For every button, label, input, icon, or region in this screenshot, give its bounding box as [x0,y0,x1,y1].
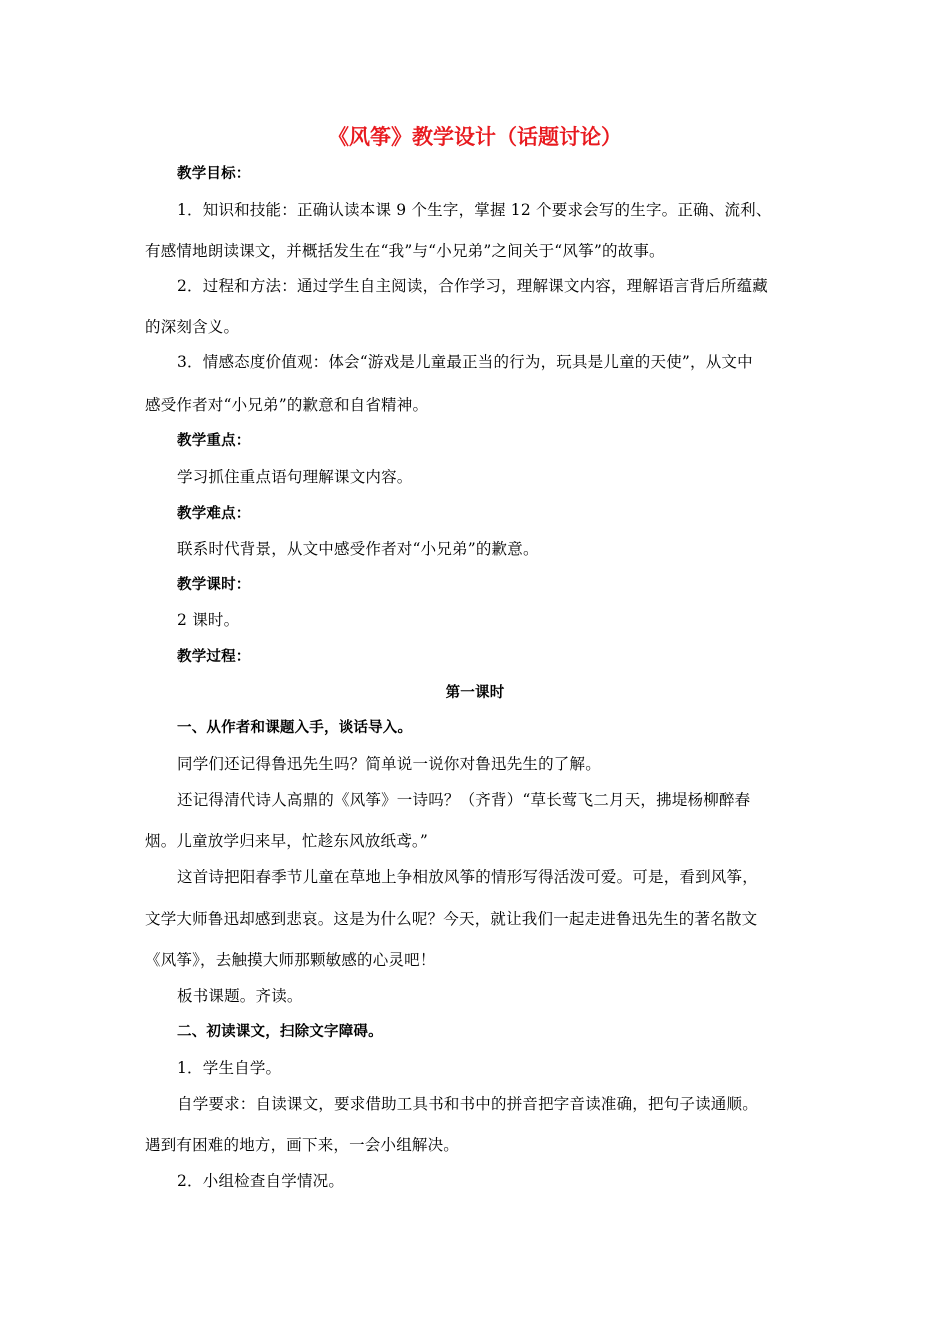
objective-2-line-2: 的深刻含义。 [145,318,240,336]
section-1-paragraph-2-line-2: 烟。儿童放学归来早，忙趁东风放纸鸢。” [145,832,428,850]
section-1-paragraph-2-line-1: 还记得清代诗人高鼎的《风筝》一诗吗？（齐背）“草长莺飞二月天，拂堤杨柳醉春 [177,791,751,809]
section-2-requirement-line-2: 遇到有困难的地方，画下来，一会小组解决。 [145,1136,460,1154]
objective-3-line-2: 感受作者对“小兄弟”的歉意和自省精神。 [145,396,429,414]
key-points-text: 学习抓住重点语句理解课文内容。 [177,468,413,486]
section-1-heading: 一、从作者和课题入手，谈话导入。 [177,720,413,736]
objective-3-line-1: 3．情感态度价值观：体会“游戏是儿童最正当的行为，玩具是儿童的天使”，从文中 [177,353,753,371]
section-2-item-1: 1．学生自学。 [177,1059,282,1077]
section-1-paragraph-3-line-2: 文学大师鲁迅却感到悲哀。这是为什么呢？今天，就让我们一起走进鲁迅先生的著名散文 [145,910,758,928]
difficulties-heading: 教学难点： [177,506,251,522]
section-2-item-2: 2．小组检查自学情况。 [177,1172,345,1190]
section-1-paragraph-3-line-3: 《风筝》，去触摸大师那颗敏感的心灵吧！ [145,951,436,969]
process-heading: 教学过程： [177,649,251,665]
objective-2-line-1: 2．过程和方法：通过学生自主阅读，合作学习，理解课文内容，理解语言背后所蕴藏 [177,277,768,295]
key-points-heading: 教学重点： [177,433,251,449]
objective-1-line-1: 1．知识和技能：正确认读本课 9 个生字，掌握 12 个要求会写的生字。正确、流利、 [177,201,772,219]
difficulties-text: 联系时代背景，从文中感受作者对“小兄弟”的歉意。 [177,540,539,558]
lesson-title: 第一课时 [445,685,505,701]
section-1-paragraph-4: 板书课题。齐读。 [177,987,303,1005]
section-1-paragraph-3-line-1: 这首诗把阳春季节儿童在草地上争相放风筝的情形写得活泼可爱。可是，看到风筝， [177,868,758,886]
periods-text: 2 课时。 [177,611,240,629]
objective-1-line-2: 有感情地朗读课文，并概括发生在“我”与“小兄弟”之间关于“风筝”的故事。 [145,242,665,260]
objectives-heading: 教学目标： [177,166,251,182]
document-title: 《风筝》教学设计（话题讨论） [328,125,622,149]
section-2-requirement-line-1: 自学要求：自读课文，要求借助工具书和书中的拼音把字音读准确，把句子读通顺。 [177,1095,758,1113]
periods-heading: 教学课时： [177,577,251,593]
section-2-heading: 二、初读课文，扫除文字障碍。 [177,1024,383,1040]
section-1-paragraph-1: 同学们还记得鲁迅先生吗？简单说一说你对鲁迅先生的了解。 [177,755,601,773]
